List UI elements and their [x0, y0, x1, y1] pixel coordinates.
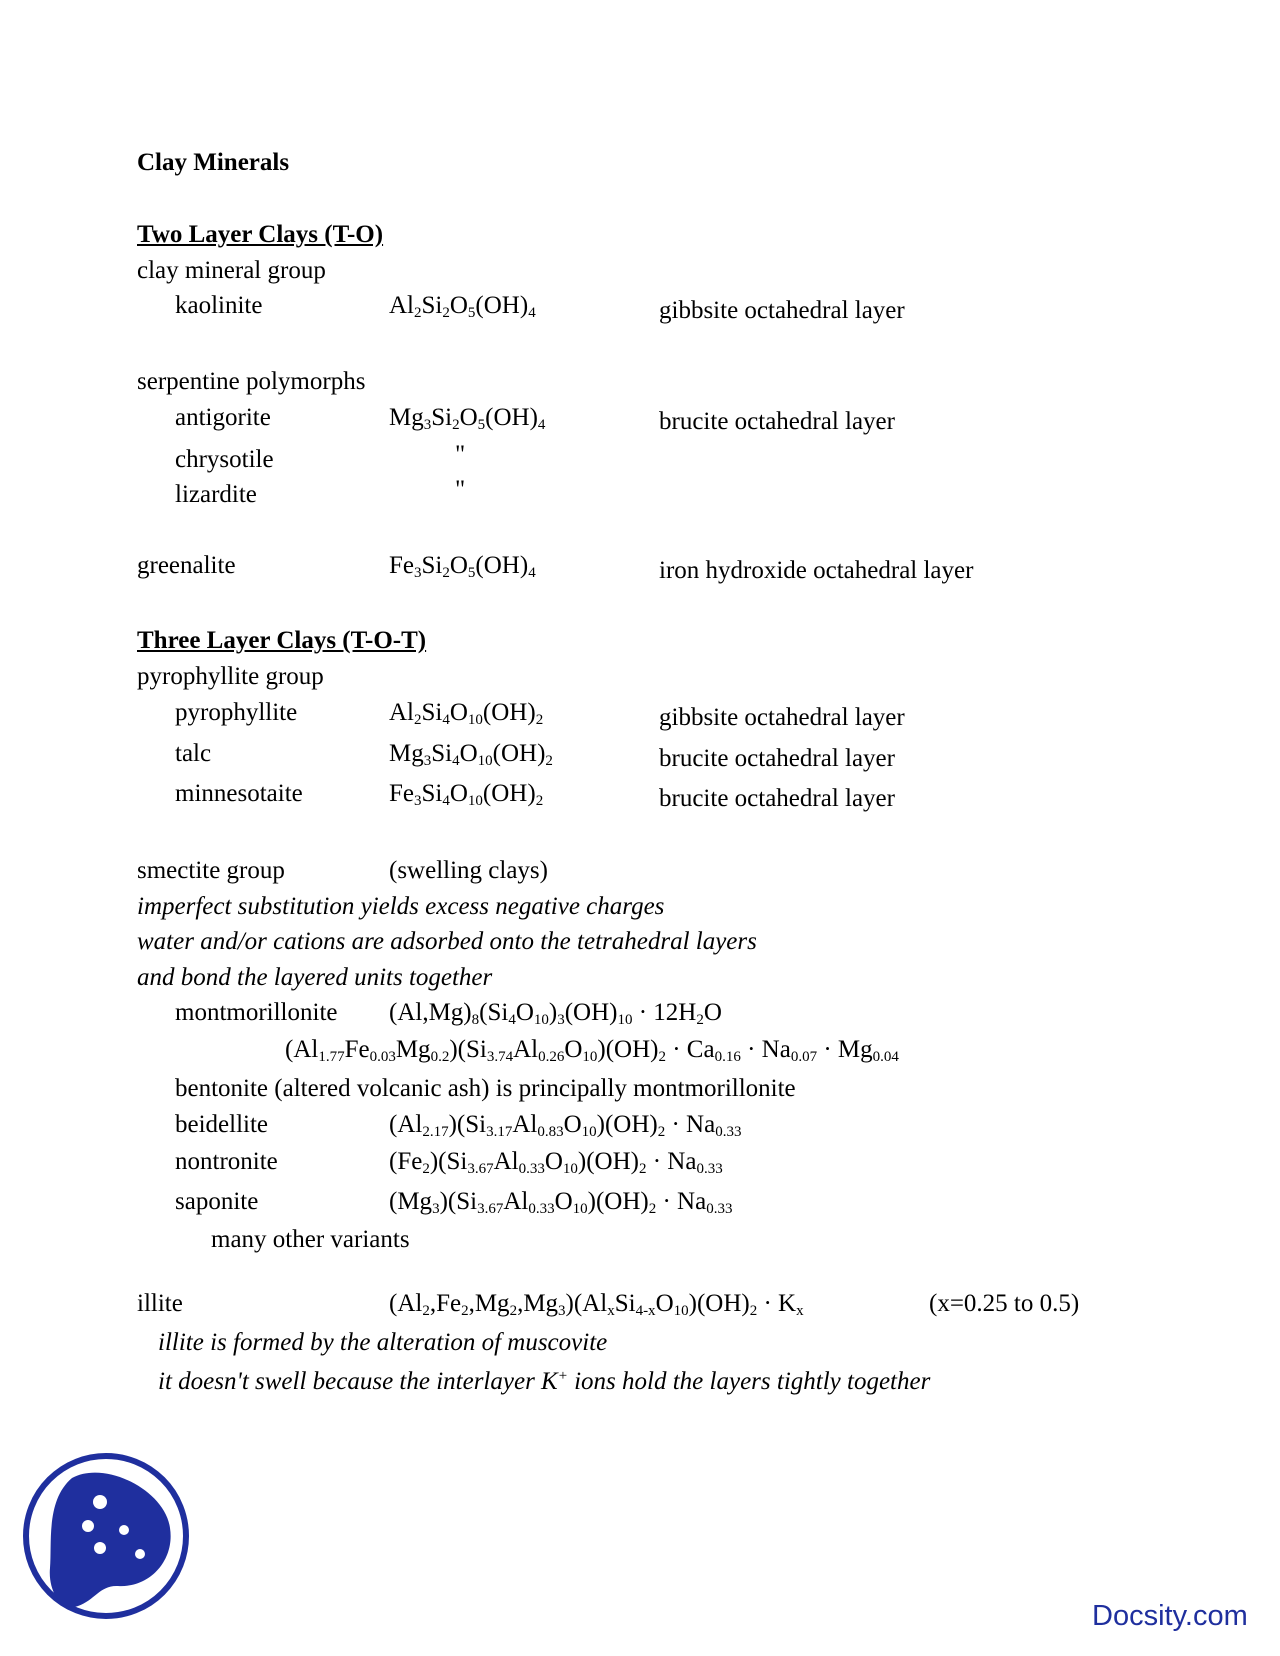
layer-pyrophyllite: gibbsite octahedral layer: [659, 704, 905, 731]
group-label-pyrophyllite: pyrophyllite group: [137, 663, 324, 690]
many-other-variants: many other variants: [211, 1226, 410, 1253]
mineral-name-chrysotile: chrysotile: [175, 446, 274, 473]
smectite-description-line-3: and bond the layered units together: [137, 964, 493, 991]
mineral-name-minnesotaite: minnesotaite: [175, 780, 303, 807]
mineral-name-beidellite: beidellite: [175, 1111, 269, 1138]
ditto-mark-chrysotile: ": [455, 441, 466, 468]
group-label-smectite: smectite group: [137, 857, 285, 884]
formula-illite: $(Al_2,Fe_2,Mg_2,Mg_3)(Al_xSi_{4-x}O_{10})(OH)_2 \cdot K_x$: [389, 1290, 804, 1319]
mineral-name-nontronite: nontronite: [175, 1148, 278, 1175]
illite-x-range: (x=0.25 to 0.5): [929, 1290, 1080, 1317]
formula-saponite: $(Mg_3)(Si_{3.67}Al_{0.33}O_{10})(OH)_2 \cdot Na_{0.33}$: [389, 1188, 733, 1217]
section-heading-three-layer: Three Layer Clays (T-O-T): [137, 627, 427, 654]
formula-antigorite: $Mg_3Si_2O_5(OH)_4$: [389, 404, 546, 433]
layer-talc: brucite octahedral layer: [659, 745, 895, 772]
layer-greenalite: iron hydroxide octahedral layer: [659, 557, 974, 584]
formula-talc: $Mg_3Si_4O_{10}(OH)_2$: [389, 740, 553, 769]
formula-minnesotaite: $Fe_3Si_4O_{10}(OH)_2$: [389, 780, 544, 809]
mineral-name-montmorillonite: montmorillonite: [175, 999, 338, 1026]
illite-desc-part-2: ions hold the layers tightly together: [567, 1368, 931, 1395]
mineral-name-lizardite: lizardite: [175, 481, 257, 508]
mineral-name-antigorite: antigorite: [175, 404, 271, 431]
mineral-name-kaolinite: kaolinite: [175, 292, 263, 319]
smectite-description-line-1: imperfect substitution yields excess negative charges: [137, 893, 665, 920]
illite-description-line-2: [158, 1367, 930, 1397]
formula-montmorillonite: $(Al,Mg)_8(Si_4O_{10})_3(OH)_{10} \cdot 12H_2O$: [389, 999, 722, 1028]
mineral-name-pyrophyllite: pyrophyllite: [175, 699, 298, 726]
section-heading-two-layer: Two Layer Clays (T-O): [137, 221, 384, 248]
formula-beidellite: $(Al_{2.17})(Si_{3.17}Al_{0.83}O_{10})(OH)_2 \cdot Na_{0.33}$: [389, 1111, 742, 1140]
formula-nontronite: $(Fe_2)(Si_{3.67}Al_{0.33}O_{10})(OH)_2 \cdot Na_{0.33}$: [389, 1148, 723, 1177]
group-label-serpentine: serpentine polymorphs: [137, 368, 366, 395]
smectite-note: (swelling clays): [389, 857, 548, 884]
formula-pyrophyllite: $Al_2Si_4O_{10}(OH)_2$: [389, 699, 544, 728]
mineral-name-illite: illite: [137, 1290, 183, 1317]
formula-greenalite: $Fe_3Si_2O_5(OH)_4$: [389, 552, 536, 581]
formula-montmorillonite-detailed: $(Al_{1.77}Fe_{0.03}Mg_{0.2})(Si_{3.74}Al_{0.26}O_{10})(OH)_2 \cdot Ca_{0.16} \cdot Na_{0.07} \cdot Mg_{0.04}$: [285, 1036, 899, 1065]
ditto-mark-lizardite: ": [455, 476, 466, 503]
mineral-name-talc: talc: [175, 740, 212, 767]
mineral-name-saponite: saponite: [175, 1188, 259, 1215]
formula-kaolinite: $Al_2Si_2O_5(OH)_4$: [389, 292, 536, 321]
layer-kaolinite: gibbsite octahedral layer: [659, 297, 905, 324]
docsity-logo-icon: [20, 1450, 192, 1622]
bentonite-note: bentonite (altered volcanic ash) is principally montmorillonite: [175, 1075, 796, 1102]
layer-minnesotaite: brucite octahedral layer: [659, 785, 895, 812]
illite-desc-part-1: it doesn't swell because the interlayer K: [158, 1368, 558, 1395]
layer-antigorite: brucite octahedral layer: [659, 408, 895, 435]
smectite-description-line-2: water and/or cations are adsorbed onto the tetrahedral layers: [137, 928, 757, 955]
illite-desc-superscript: +: [557, 1368, 568, 1384]
illite-description-line-1: illite is formed by the alteration of muscovite: [158, 1329, 608, 1356]
mineral-name-greenalite: greenalite: [137, 552, 236, 579]
docsity-brand-link[interactable]: Docsity.com: [1092, 1600, 1248, 1632]
group-label-clay-mineral: clay mineral group: [137, 257, 326, 284]
page-title: Clay Minerals: [137, 149, 290, 176]
